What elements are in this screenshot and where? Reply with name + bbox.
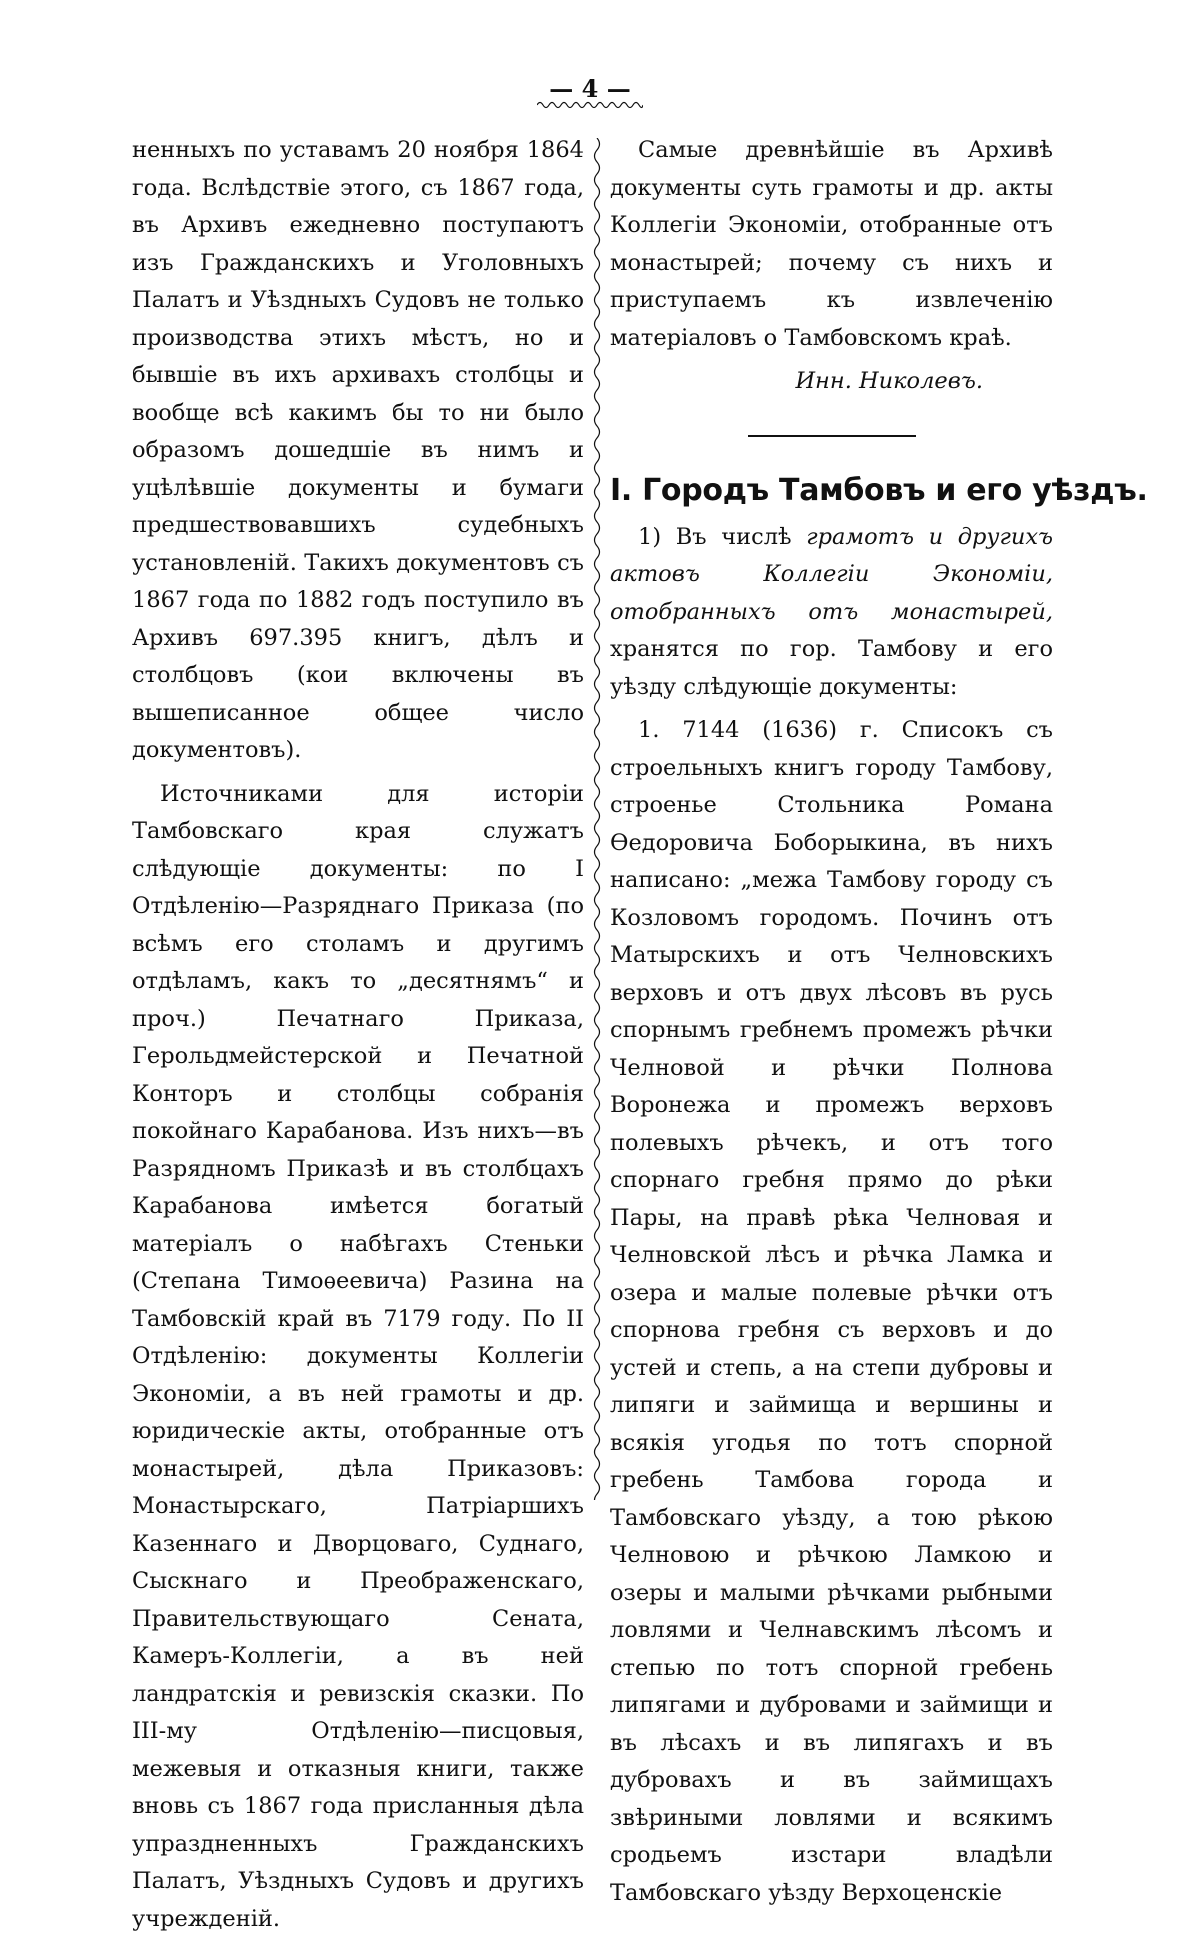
right-column — [610, 132, 1053, 1912]
page-number: — 4 — — [540, 74, 640, 103]
intro-paragraph — [610, 519, 1053, 707]
left-paragraph-1: ненныхъ по уставамъ 20 ноября 1864 года. Вслѣдствіе этого, съ 1867 года, въ Архивъ ежедневно поступаютъ изъ Гражданскихъ и Уголовныхъ Палатъ и Уѣздныхъ Судовъ не только производства этихъ мѣстъ, но и бывшіе въ ихъ архивахъ столбцы и вообще всѣ какимъ бы то ни было образомъ дошедшіе въ нимъ и уцѣлѣвшіе документы и бумаги предшествовавшихъ судебныхъ установленій. Такихъ документовъ съ 1867 года по 1882 годъ поступило въ Архивъ 697.395 книгъ, дѣлъ и столбцовъ (кои включены въ вышеписанное общее число документовъ). — [132, 132, 584, 770]
intro-italic: грамотъ и другихъ актовъ Коллегіи Экономіи, отобранныхъ отъ монастырей, — [610, 524, 1053, 625]
column-divider — [590, 138, 604, 1500]
left-paragraph-2: Источниками для исторіи Тамбовскаго края служатъ слѣдующіе документы: по I Отдѣленію—Разряднаго Приказа (по всѣмъ его столамъ и другимъ отдѣламъ, какъ то „десятнямъ“ и проч.) Печатнаго Приказа, Герольдмейстерской и Печатной Конторъ и столбцы собранія покойнаго Карабанова. Изъ нихъ—въ Разрядномъ Приказѣ и въ столбцахъ Карабанова имѣется богатый матеріалъ о набѣгахъ Стеньки (Степана Тимоѳеевича) Разина на Тамбовскій край въ 7179 году. По II Отдѣленію: документы Коллегіи Экономіи, а въ ней грамоты и др. юридическіе акты, отобранные отъ монастырей, дѣла Приказовъ: Монастырскаго, Патріаршихъ Казеннаго и Дворцоваго, Суднаго, Сыскнаго и Преображенскаго, Правительствующаго Сената, Камеръ-Коллегіи, а въ ней ландратскія и ревизскія сказки. По III-му Отдѣленію—писцовыя, межевыя и отказныя книги, также вновь съ 1867 года присланныя дѣла упраздненныхъ Гражданскихъ Палатъ, Уѣздныхъ Судовъ и другихъ учрежденій. — [132, 776, 584, 1938]
document-entry-1: 1. 7144 (1636) г. Списокъ съ строельныхъ книгъ городу Тамбову, строенье Стольника Романа Ѳедоровича Боборыкина, въ нихъ написано: „межа Тамбову городу съ Козловомъ городомъ. Починъ отъ Матырскихъ и отъ Челновскихъ верховъ и отъ двух лѣсовъ въ русь спорнымъ гребнемъ промежъ рѣчки Челновой и рѣчки Полнова Воронежа и промежъ верховъ полевыхъ рѣчекъ, и отъ того спорнаго гребня прямо до рѣки Пары, на правѣ рѣка Челновая и Челновской лѣсъ и рѣчка Ламка и озера и малые полевые рѣчки отъ спорнова гребня съ верховъ и до устей и степь, а на степи дубровы и липяги и займища и вершины и всякія угодья по тотъ спорной гребень Тамбова города и Тамбовскаго уѣзду, а тою рѣкою Челновою и рѣчкою Ламкою и озеры и малыми рѣчками рыбными ловлями и Челнавскимъ лѣсомъ и степью по тотъ спорной гребень липягами и дубровами и займищи и въ лѣсахъ и въ липягахъ и въ дубровахъ и въ займищахъ звѣриными ловлями и всякимъ сродьемъ изстари владѣли Тамбовскаго уѣзду Верхоценскіе — [610, 712, 1053, 1912]
ornament-wave — [537, 100, 643, 110]
author-signature: Инн. Николевъ. — [610, 363, 1053, 401]
section-rule — [748, 435, 916, 437]
section-heading: I. Городъ Тамбовъ и его уѣздъ. — [610, 471, 1053, 511]
intro-lead: 1) Въ числѣ — [638, 524, 806, 550]
left-column — [132, 132, 584, 1938]
right-paragraph-1: Самые древнѣйшіе въ Архивѣ документы суть грамоты и др. акты Коллегіи Экономіи, отобранные отъ монастырей; почему съ нихъ и приступаемъ къ извлеченію матеріаловъ о Тамбовскомъ краѣ. — [610, 132, 1053, 357]
intro-tail: хранятся по гор. Тамбову и его уѣзду слѣдующіе документы: — [610, 636, 1053, 700]
